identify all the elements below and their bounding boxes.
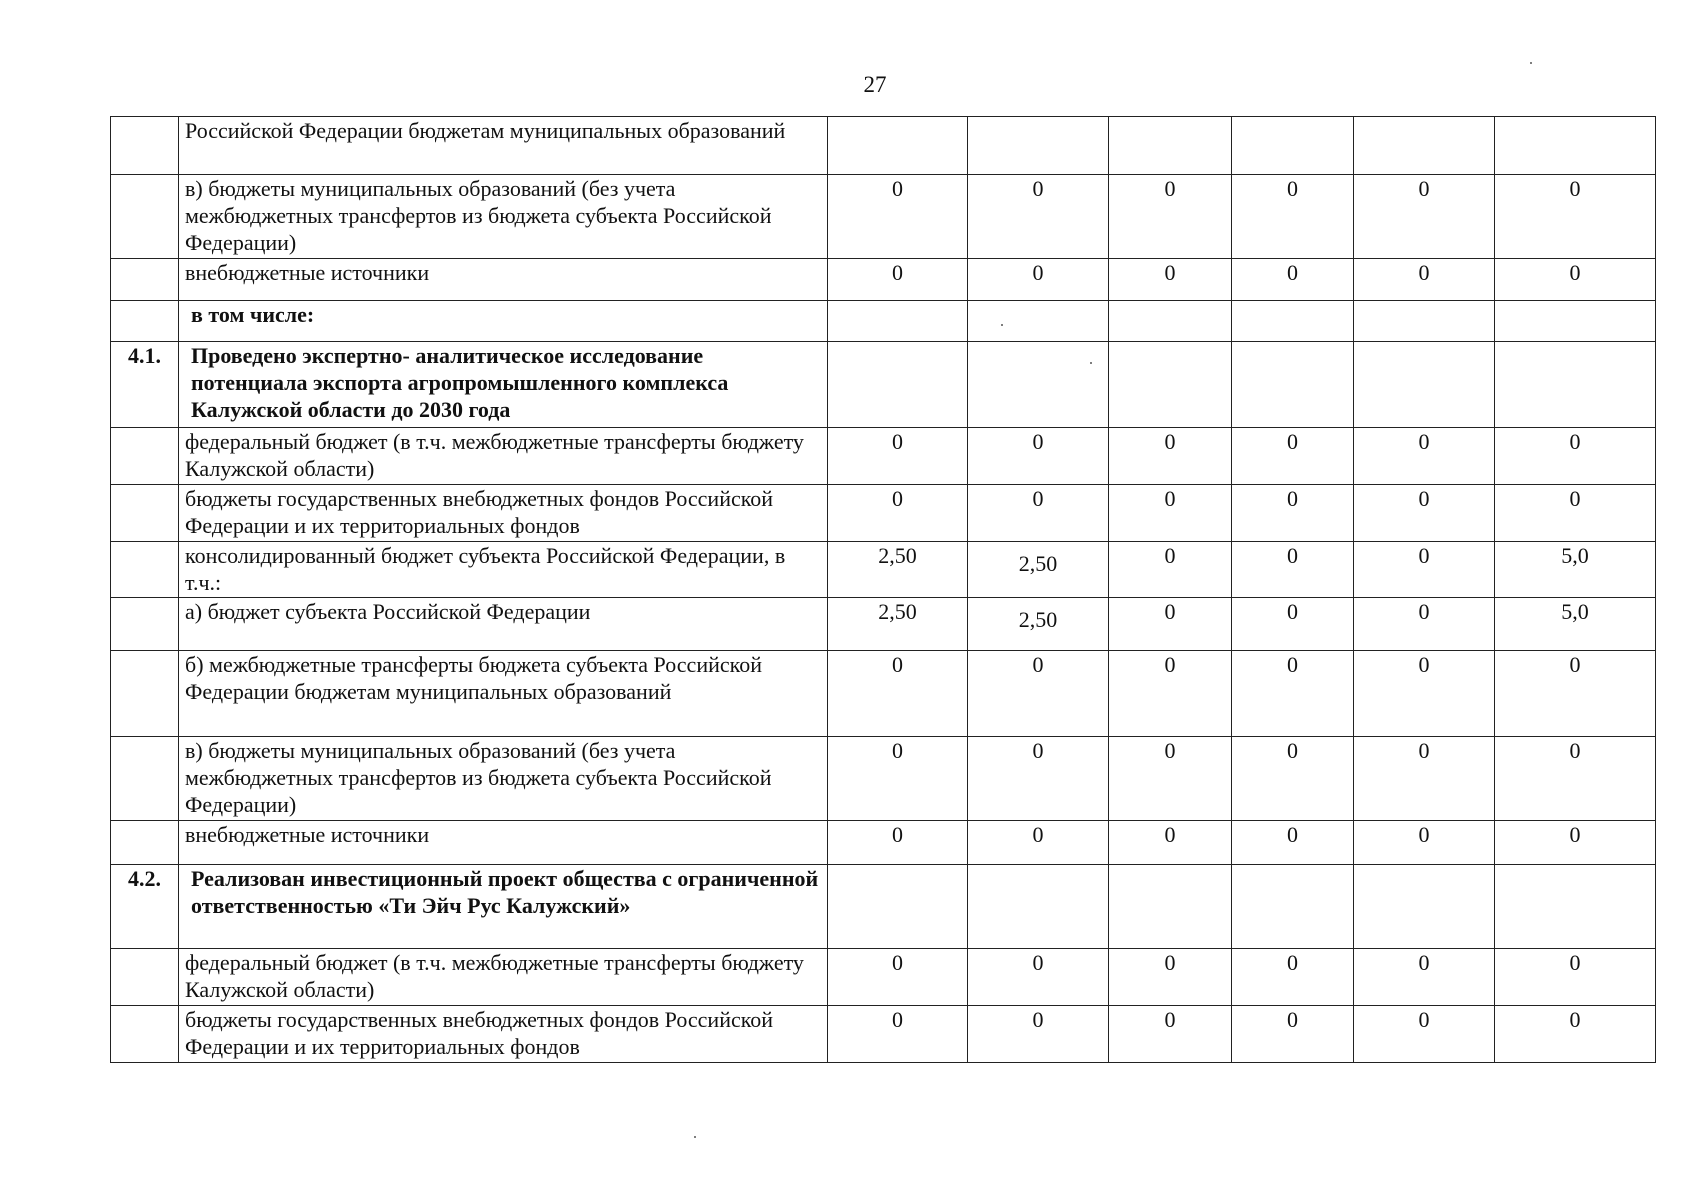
- value-cell: [1495, 342, 1656, 428]
- value-cell: [1354, 301, 1495, 342]
- value-cell: 0: [1232, 1006, 1354, 1063]
- value-cell: 0: [1232, 821, 1354, 865]
- value-cell: 0: [1354, 1006, 1495, 1063]
- value-cell: 0: [968, 1006, 1109, 1063]
- value-cell: 0: [1354, 175, 1495, 259]
- value-cell: [1232, 117, 1354, 175]
- row-label-cell: консолидированный бюджет субъекта Российской Федерации, в т.ч.:: [179, 542, 828, 598]
- table-row: [111, 542, 1656, 598]
- value-cell: 5,0: [1495, 542, 1656, 598]
- value-cell: 2,50: [828, 598, 968, 651]
- row-label-cell: в) бюджеты муниципальных образований (без учета межбюджетных трансфертов из бюджета субъекта Российской Федерации): [179, 737, 828, 821]
- value-cell: 5,0: [1495, 598, 1656, 651]
- row-number-cell: [111, 428, 179, 485]
- value-cell: 0: [1495, 259, 1656, 301]
- value-cell: [1109, 865, 1232, 949]
- budget-table: [110, 116, 1656, 1063]
- value-cell: [968, 301, 1109, 342]
- row-number-cell: [111, 1006, 179, 1063]
- value-cell: 0: [968, 485, 1109, 542]
- table-row: [111, 737, 1656, 821]
- value-cell: [1354, 117, 1495, 175]
- value-cell: 0: [1232, 737, 1354, 821]
- value-cell: 0: [1354, 821, 1495, 865]
- value-cell: [1232, 301, 1354, 342]
- table-row: [111, 301, 1656, 342]
- value-cell: 0: [1354, 737, 1495, 821]
- value-cell: [1354, 865, 1495, 949]
- row-number-cell: [111, 651, 179, 737]
- value-cell: 0: [1109, 259, 1232, 301]
- value-cell: 0: [828, 821, 968, 865]
- table-row: [111, 175, 1656, 259]
- value-cell: 0: [1109, 651, 1232, 737]
- value-cell: [1495, 117, 1656, 175]
- value-cell: 0: [1232, 485, 1354, 542]
- value-cell: 2,50: [968, 542, 1109, 598]
- table-row: [111, 651, 1656, 737]
- value-cell: 0: [1109, 175, 1232, 259]
- scan-speck: [1530, 62, 1532, 64]
- value-cell: 0: [828, 259, 968, 301]
- row-label-cell: в том числе:: [179, 301, 828, 342]
- value-cell: [1495, 865, 1656, 949]
- row-number-cell: [111, 598, 179, 651]
- page-number: 27: [863, 72, 887, 97]
- value-cell: 0: [1354, 485, 1495, 542]
- value-cell: 0: [1109, 1006, 1232, 1063]
- value-cell: 0: [828, 949, 968, 1006]
- value-cell: 0: [1495, 1006, 1656, 1063]
- row-label-cell: бюджеты государственных внебюджетных фондов Российской Федерации и их территориальных фондов: [179, 485, 828, 542]
- value-cell: 0: [1354, 428, 1495, 485]
- value-cell: 0: [828, 737, 968, 821]
- row-number-cell: 4.2.: [111, 865, 179, 949]
- value-cell: 0: [1495, 651, 1656, 737]
- value-cell: 0: [1109, 598, 1232, 651]
- value-cell: 0: [968, 949, 1109, 1006]
- value-cell: 0: [1109, 821, 1232, 865]
- value-cell: 0: [828, 651, 968, 737]
- table-row: [111, 428, 1656, 485]
- value-cell: 0: [1232, 651, 1354, 737]
- row-label-cell: в) бюджеты муниципальных образований (без учета межбюджетных трансфертов из бюджета субъекта Российской Федерации): [179, 175, 828, 259]
- value-cell: 0: [828, 428, 968, 485]
- value-cell: 0: [828, 175, 968, 259]
- table-row: [111, 865, 1656, 949]
- value-cell: 0: [1354, 542, 1495, 598]
- row-number-cell: [111, 117, 179, 175]
- scan-speck: [1001, 324, 1003, 326]
- table-row: [111, 1006, 1656, 1063]
- row-number-cell: [111, 259, 179, 301]
- row-number-cell: [111, 485, 179, 542]
- value-cell: 2,50: [968, 598, 1109, 651]
- row-number-cell: [111, 821, 179, 865]
- value-cell: [968, 342, 1109, 428]
- value-cell: 0: [968, 651, 1109, 737]
- row-label-cell: внебюджетные источники: [179, 821, 828, 865]
- value-cell: 0: [1354, 259, 1495, 301]
- value-cell: [828, 865, 968, 949]
- value-cell: [1109, 301, 1232, 342]
- value-cell: 0: [968, 428, 1109, 485]
- value-cell: 0: [968, 821, 1109, 865]
- value-cell: [1354, 342, 1495, 428]
- value-cell: [968, 865, 1109, 949]
- row-label-cell: федеральный бюджет (в т.ч. межбюджетные трансферты бюджету Калужской области): [179, 949, 828, 1006]
- value-cell: 0: [1109, 428, 1232, 485]
- value-cell: 0: [968, 175, 1109, 259]
- row-number-cell: [111, 301, 179, 342]
- value-cell: 0: [828, 1006, 968, 1063]
- row-label-cell: федеральный бюджет (в т.ч. межбюджетные трансферты бюджету Калужской области): [179, 428, 828, 485]
- value-cell: 0: [1354, 598, 1495, 651]
- table-row: [111, 485, 1656, 542]
- value-cell: [1109, 117, 1232, 175]
- table-row: [111, 342, 1656, 428]
- value-cell: 0: [1495, 428, 1656, 485]
- row-number-cell: [111, 542, 179, 598]
- value-cell: 0: [1354, 949, 1495, 1006]
- row-label-cell: б) межбюджетные трансферты бюджета субъекта Российской Федерации бюджетам муниципальных образований: [179, 651, 828, 737]
- value-cell: 0: [968, 259, 1109, 301]
- value-cell: 0: [1232, 542, 1354, 598]
- row-label-cell: а) бюджет субъекта Российской Федерации: [179, 598, 828, 651]
- value-cell: 0: [828, 485, 968, 542]
- scan-speck: [1090, 362, 1092, 364]
- row-label-cell: внебюджетные источники: [179, 259, 828, 301]
- value-cell: 0: [1109, 737, 1232, 821]
- value-cell: 0: [1232, 598, 1354, 651]
- row-label-cell: Реализован инвестиционный проект общества с ограниченной ответственностью «Ти Эйч Рус Калужский»: [179, 865, 828, 949]
- value-cell: [828, 342, 968, 428]
- value-cell: 0: [1495, 737, 1656, 821]
- value-cell: [1232, 342, 1354, 428]
- row-label-cell: бюджеты государственных внебюджетных фондов Российской Федерации и их территориальных фондов: [179, 1006, 828, 1063]
- scan-speck: [694, 1136, 696, 1138]
- value-cell: 0: [1232, 259, 1354, 301]
- value-cell: [1109, 342, 1232, 428]
- value-cell: 0: [1495, 175, 1656, 259]
- value-cell: 0: [1495, 821, 1656, 865]
- row-number-cell: [111, 175, 179, 259]
- value-cell: [1232, 865, 1354, 949]
- value-cell: 0: [1109, 485, 1232, 542]
- value-cell: 0: [1109, 542, 1232, 598]
- table-row: [111, 259, 1656, 301]
- value-cell: 0: [1232, 428, 1354, 485]
- value-cell: 0: [1232, 175, 1354, 259]
- row-label-cell: Российской Федерации бюджетам муниципальных образований: [179, 117, 828, 175]
- value-cell: [828, 117, 968, 175]
- value-cell: 0: [1495, 485, 1656, 542]
- value-cell: 0: [1109, 949, 1232, 1006]
- value-cell: 0: [1232, 949, 1354, 1006]
- table-row: [111, 598, 1656, 651]
- row-number-cell: 4.1.: [111, 342, 179, 428]
- table-row: [111, 821, 1656, 865]
- row-number-cell: [111, 949, 179, 1006]
- table-body: [111, 117, 1656, 1063]
- table-row: [111, 117, 1656, 175]
- value-cell: [828, 301, 968, 342]
- value-cell: [968, 117, 1109, 175]
- value-cell: 0: [1495, 949, 1656, 1006]
- value-cell: 0: [968, 737, 1109, 821]
- value-cell: 2,50: [828, 542, 968, 598]
- row-number-cell: [111, 737, 179, 821]
- value-cell: 0: [1354, 651, 1495, 737]
- value-cell: [1495, 301, 1656, 342]
- table-row: [111, 949, 1656, 1006]
- row-label-cell: Проведено экспертно- аналитическое исследование потенциала экспорта агропромышленного комплекса Калужской области до 2030 года: [179, 342, 828, 428]
